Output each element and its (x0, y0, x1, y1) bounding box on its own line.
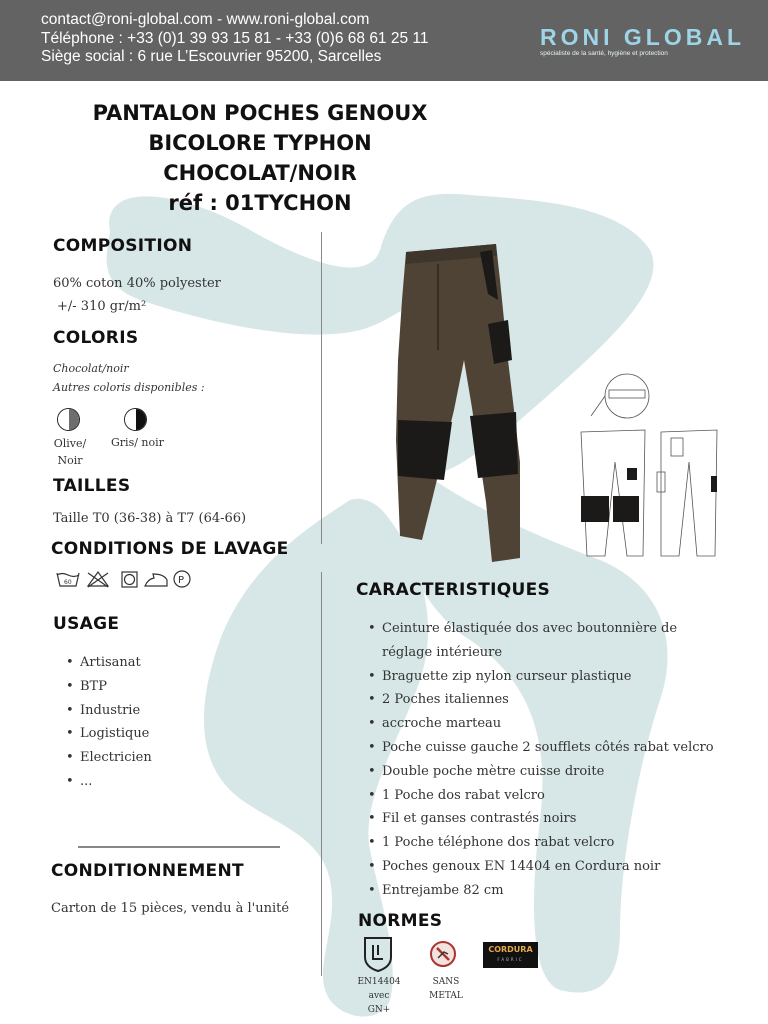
swatch-label-gris: Gris/ noir (111, 436, 164, 449)
product-photo-trousers (392, 240, 528, 566)
title-line-1: PANTALON POCHES GENOUX (92, 101, 428, 125)
list-item: • Logistique (52, 724, 152, 748)
list-item: • Braguette zip nylon curseur plastique (356, 667, 714, 691)
contact-block (41, 11, 429, 67)
roni-global-logo[interactable] (540, 24, 745, 64)
no-metal-label (421, 975, 471, 1003)
normes-heading: NORMES (358, 911, 443, 931)
list-item: • Double poche mètre cuisse droite (356, 762, 714, 786)
en14404-line3: GN+ (367, 1005, 391, 1015)
no-bleach-icon (88, 572, 108, 587)
no-metal-icon (429, 940, 457, 968)
coloris-heading: COLORIS (53, 328, 139, 348)
care-symbols (56, 569, 196, 589)
dry-clean-p-icon (174, 571, 190, 587)
list-item: • 1 Poche dos rabat velcro (356, 786, 714, 810)
title-line-3: CHOCOLAT/NOIR (163, 161, 357, 185)
list-item: • ... (52, 772, 152, 796)
cordura-logo (483, 942, 538, 968)
technical-drawing (575, 372, 725, 558)
title-line-2: BICOLORE TYPHON (148, 131, 372, 155)
section-separator (78, 846, 280, 848)
swatch-left-half (125, 409, 136, 430)
list-item: • Entrejambe 82 cm (356, 881, 714, 905)
en14404-line2: avec (368, 991, 390, 1001)
product-reference: réf : 01TYCHON (168, 191, 352, 215)
en14404-label (354, 975, 404, 1017)
lavage-heading: CONDITIONS DE LAVAGE (51, 539, 289, 559)
cordura-wordmark: CORDURA (488, 945, 533, 954)
caracteristiques-list (356, 619, 714, 905)
swatch-gris-noir[interactable] (124, 408, 147, 431)
list-item: • Artisanat (52, 653, 152, 677)
logo-tagline: spécialiste de la santé, hygiène et protection (540, 50, 668, 57)
conditionnement-heading: CONDITIONNEMENT (51, 861, 244, 881)
swatch-label-olive (53, 435, 87, 469)
list-item: • 1 Poche téléphone dos rabat velcro (356, 833, 714, 857)
swatch-left-half (58, 409, 69, 430)
en14404-shield-icon (362, 935, 394, 973)
swatch-label-olive-line2: Noir (57, 454, 83, 467)
caracteristiques-heading: CARACTERISTIQUES (356, 580, 551, 600)
list-item: • Electricien (52, 748, 152, 772)
coloris-current: Chocolat/noir (53, 362, 129, 375)
no-metal-line2: METAL (429, 991, 463, 1001)
conditionnement-text: Carton de 15 pièces, vendu à l'unité (51, 901, 290, 916)
usage-list (52, 653, 152, 796)
logo-wordmark: RONI GLOBAL (540, 24, 745, 50)
tumble-dry-icon (122, 572, 137, 587)
product-title (40, 98, 480, 218)
list-item: • BTP (52, 677, 152, 701)
svg-text:P: P (178, 575, 185, 586)
list-item: • Ceinture élastiquée dos avec boutonnière de (356, 619, 714, 643)
list-item: • 2 Poches italiennes (356, 690, 714, 714)
tailles-heading: TAILLES (53, 476, 131, 496)
usage-heading: USAGE (53, 614, 120, 634)
list-item: • Industrie (52, 701, 152, 725)
swatch-label-olive-line1: Olive/ (53, 437, 87, 450)
composition-heading: COMPOSITION (53, 236, 193, 256)
column-divider-top (321, 232, 322, 544)
composition-fabric: 60% coton 40% polyester (53, 276, 221, 291)
contact-address: Siège social : 6 rue L’Escouvrier 95200, Sarcelles (41, 48, 382, 65)
contact-phone[interactable]: Téléphone : +33 (0)1 39 93 15 81 - +33 (0)6 68 61 25 11 (41, 29, 429, 47)
swatch-olive-noir[interactable] (57, 408, 80, 431)
wash-60-icon (57, 573, 79, 586)
en14404-line1: EN14404 (357, 977, 401, 987)
list-item-continuation: réglage intérieure (382, 644, 503, 660)
column-divider-bottom (321, 572, 322, 976)
swatch-right-half (136, 409, 147, 430)
no-metal-line1: SANS (432, 977, 460, 987)
iron-icon (145, 574, 167, 586)
tailles-range: Taille T0 (36-38) à T7 (64-66) (53, 511, 247, 526)
cordura-fabric: FABRIC (497, 957, 524, 962)
svg-text:60: 60 (64, 579, 72, 586)
contact-email-web[interactable]: contact@roni-global.com - www.roni-global.com (41, 11, 370, 28)
composition-weight: +/- 310 gr/m² (57, 299, 147, 314)
list-item: • Poche cuisse gauche 2 soufflets côtés rabat velcro (356, 738, 714, 762)
coloris-others-label: Autres coloris disponibles : (53, 381, 205, 394)
swatch-right-half (69, 409, 80, 430)
list-item: • accroche marteau (356, 714, 714, 738)
list-item: • Poches genoux EN 14404 en Cordura noir (356, 857, 714, 881)
list-item: • Fil et ganses contrastés noirs (356, 809, 714, 833)
